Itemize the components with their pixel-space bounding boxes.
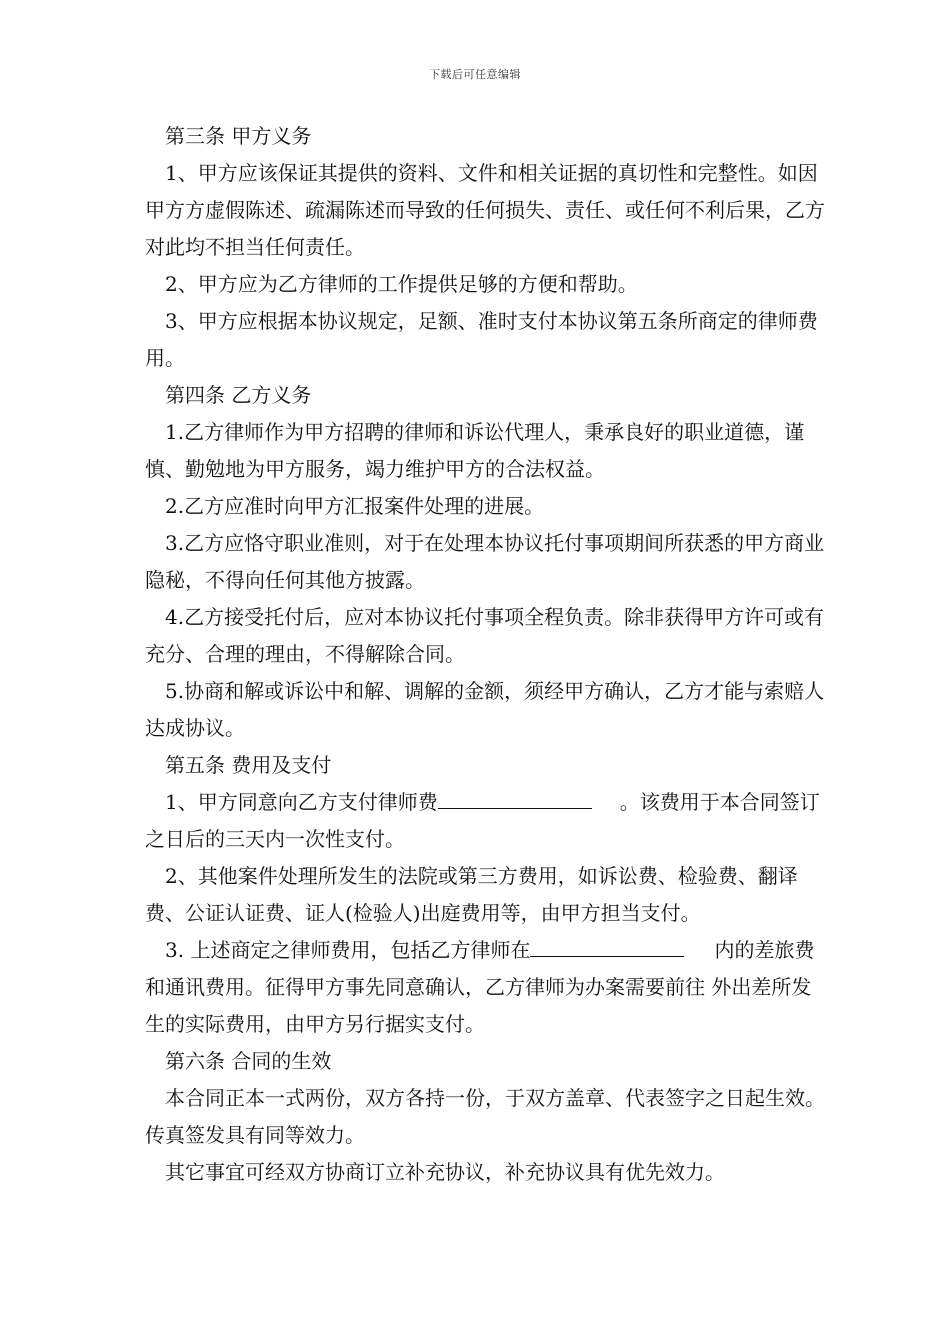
fee-blank-line: [438, 784, 592, 809]
article-6-clause-1: 本合同正本一式两份，双方各持一份，于双方盖章、代表签字之日起生效。传真签发具有同等效力。: [145, 1086, 825, 1147]
article-4-clause-3: 3.乙方应恪守职业准则，对于在处理本协议托付事项期间所获悉的甲方商业隐秘，不得向任何其他方披露。: [145, 531, 825, 592]
article-3-clause-3: 3、甲方应根据本协议规定，足额、准时支付本协议第五条所商定的律师费用。: [145, 309, 818, 370]
article-3-clause-2: 2、甲方应为乙方律师的工作提供足够的方便和帮助。: [165, 272, 638, 296]
article-4-title: 第四条 乙方义务: [165, 383, 312, 407]
article-5-clause-3-end: 内的差旅费和通讯费用。征得甲方事先同意确认，乙方律师为办案需要前往 外出差所发生的实际费用，由甲方另行据实支付。: [145, 938, 815, 1036]
article-5-clause-3-start: 3. 上述商定之律师费用，包括乙方律师在: [165, 938, 531, 962]
scope-blank-line: [530, 932, 684, 957]
article-5-clause-1: [145, 784, 825, 858]
article-4-clause-5: 5.协商和解或诉讼中和解、调解的金额，须经甲方确认，乙方才能与索赔人达成协议。: [145, 679, 825, 740]
article-5-clause-1-end: 。该费用于本合同签订之日后的三天内一次性支付。: [145, 790, 820, 851]
article-4-clause-4: 4.乙方接受托付后，应对本协议托付事项全程负责。除非获得甲方许可或有充分、合理的理由，不得解除合同。: [145, 605, 825, 666]
document-body: [145, 118, 825, 1191]
article-5-title: 第五条 费用及支付: [165, 753, 332, 777]
article-4-clause-2: 2.乙方应准时向甲方汇报案件处理的进展。: [165, 494, 545, 518]
article-4-clause-1: 1.乙方律师作为甲方招聘的律师和诉讼代理人，秉承良好的职业道德，谨慎、勤勉地为甲方服务，竭力维护甲方的合法权益。: [145, 420, 805, 481]
article-5-clause-3: [145, 932, 825, 1043]
article-5-clause-1-start: 1、甲方同意向乙方支付律师费: [165, 790, 438, 814]
article-3-title: 第三条 甲方义务: [165, 124, 312, 148]
article-3-clause-1: 1、甲方应该保证其提供的资料、文件和相关证据的真切性和完整性。如因甲方方虚假陈述、疏漏陈述而导致的任何损失、责任、或任何不利后果，乙方对此均不担当任何责任。: [145, 161, 825, 259]
article-6-title: 第六条 合同的生效: [165, 1049, 332, 1073]
article-5-clause-2: 2、其他案件处理所发生的法院或第三方费用，如诉讼费、检验费、翻译费、公证认证费、证人(检验人)出庭费用等，由甲方担当支付。: [145, 864, 798, 925]
article-6-clause-2: 其它事宜可经双方协商订立补充协议，补充协议具有优先效力。: [165, 1160, 725, 1184]
page-header: 下载后可任意编辑: [429, 68, 521, 81]
